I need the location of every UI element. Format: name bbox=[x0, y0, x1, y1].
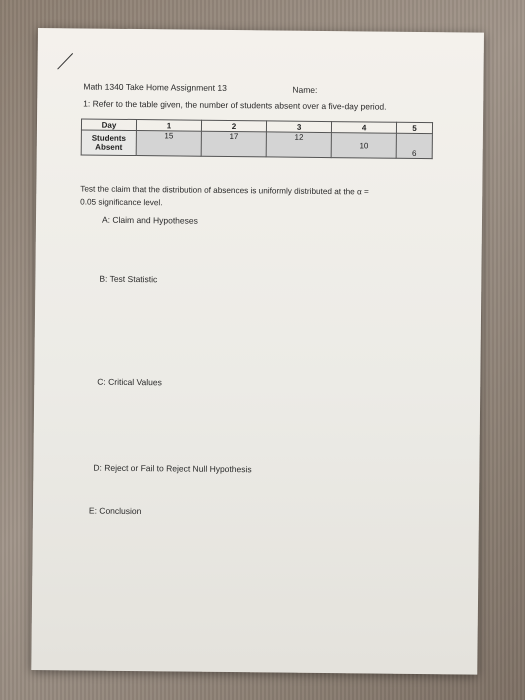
absence-cell: 15 bbox=[136, 131, 201, 157]
day-cell: 4 bbox=[332, 122, 397, 134]
day-cell: 3 bbox=[267, 121, 332, 133]
name-label: Name: bbox=[292, 84, 318, 95]
day-header-cell: Day bbox=[81, 119, 136, 131]
section-b-heading: B: Test Statistic bbox=[99, 273, 158, 285]
section-a-heading: A: Claim and Hypotheses bbox=[101, 214, 198, 226]
absent-row bbox=[81, 130, 432, 159]
claim-text bbox=[80, 182, 460, 212]
question-prompt: 1: Refer to the table given, the number of students absent over a five-day period. bbox=[83, 98, 387, 112]
claim-line-1: Test the claim that the distribution of absences is uniformly distributed at the α = bbox=[80, 184, 369, 197]
worksheet-page bbox=[31, 28, 484, 675]
claim-line-2: 0.05 significance level. bbox=[80, 197, 163, 208]
students-label: Students bbox=[91, 133, 127, 143]
absence-cell: 10 bbox=[331, 133, 396, 159]
day-cell: 5 bbox=[397, 122, 433, 133]
absence-cell: 12 bbox=[266, 132, 331, 158]
section-c-heading: C: Critical Values bbox=[97, 376, 162, 388]
absence-cell: 6 bbox=[396, 133, 432, 158]
day-cell: 1 bbox=[136, 120, 201, 132]
pen-slash-mark bbox=[55, 50, 77, 72]
absence-table bbox=[81, 118, 433, 159]
absent-label: Absent bbox=[95, 142, 123, 152]
students-absent-header-cell bbox=[81, 130, 136, 156]
section-e-heading: E: Conclusion bbox=[88, 505, 142, 517]
section-d-heading: D: Reject or Fail to Reject Null Hypothesis bbox=[93, 462, 252, 475]
assignment-title: Math 1340 Take Home Assignment 13 bbox=[83, 81, 227, 93]
day-cell: 2 bbox=[201, 120, 266, 132]
absence-cell: 17 bbox=[201, 131, 266, 157]
